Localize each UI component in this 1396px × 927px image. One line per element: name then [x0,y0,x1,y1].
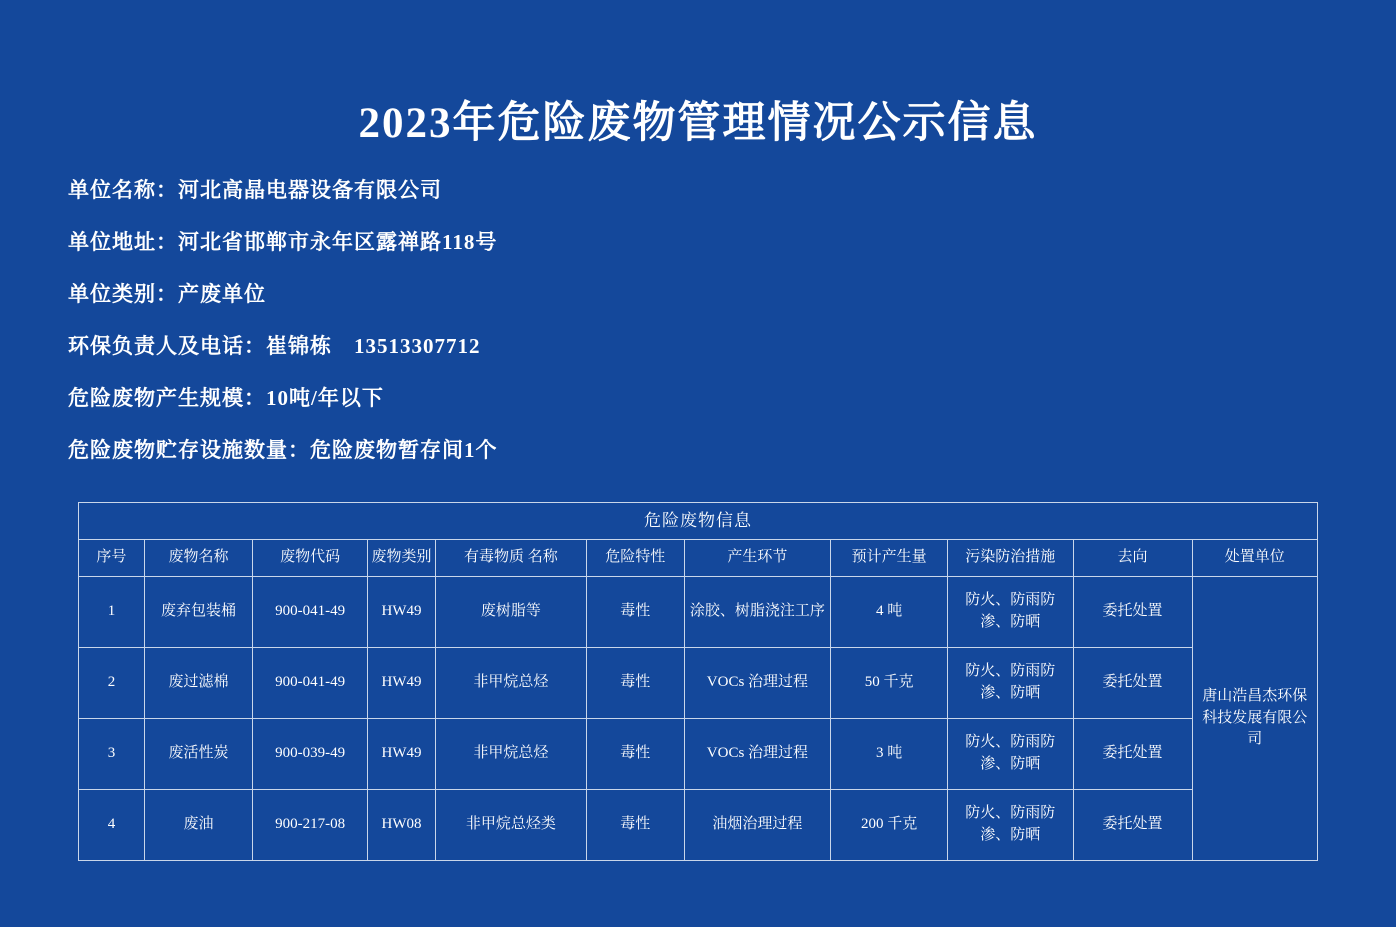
cell-waste-category: HW49 [368,576,436,647]
cell-waste-category: HW49 [368,718,436,789]
column-header-generation-stage: 产生环节 [684,540,831,577]
column-header-no: 序号 [79,540,145,577]
column-header-estimated-amount: 预计产生量 [831,540,948,577]
cell-waste-name: 废活性炭 [144,718,252,789]
info-line-storage-facilities: 危险废物贮存设施数量：危险废物暂存间1个 [68,437,498,462]
info-line-generation-scale: 危险废物产生规模：10吨/年以下 [68,385,384,410]
column-header-destination: 去向 [1073,540,1192,577]
table-row [79,647,1318,718]
column-header-hazard-property: 危险特性 [586,540,684,577]
cell-pollution-measures: 防火、防雨防渗、防晒 [948,789,1073,860]
cell-waste-code: 900-039-49 [253,718,368,789]
cell-destination: 委托处置 [1073,718,1192,789]
cell-waste-code: 900-041-49 [253,576,368,647]
cell-waste-code: 900-041-49 [253,647,368,718]
cell-waste-code: 900-217-08 [253,789,368,860]
cell-toxic-substance: 非甲烷总烃 [436,647,587,718]
hazardous-waste-table-wrapper [0,492,1396,861]
column-header-toxic-substance: 有毒物质 名称 [436,540,587,577]
cell-hazard-property: 毒性 [586,576,684,647]
column-header-waste-category: 废物类别 [368,540,436,577]
cell-estimated-amount: 200 千克 [831,789,948,860]
cell-waste-name: 废弃包装桶 [144,576,252,647]
info-line-company-category: 单位类别：产废单位 [68,281,266,306]
company-info-block [0,150,1396,461]
info-line-company-address: 单位地址：河北省邯郸市永年区露禅路118号 [68,229,498,254]
cell-waste-name: 废油 [144,789,252,860]
cell-pollution-measures: 防火、防雨防渗、防晒 [948,718,1073,789]
cell-toxic-substance: 非甲烷总烃 [436,718,587,789]
cell-waste-name: 废过滤棉 [144,647,252,718]
cell-estimated-amount: 4 吨 [831,576,948,647]
cell-estimated-amount: 50 千克 [831,647,948,718]
page-title: 2023年危险废物管理情况公示信息 [358,100,1038,147]
cell-destination: 委托处置 [1073,576,1192,647]
info-line-contact-person: 环保负责人及电话：崔锦栋 13513307712 [68,333,481,358]
cell-generation-stage: 油烟治理过程 [684,789,831,860]
cell-no: 2 [79,647,145,718]
column-header-waste-name: 废物名称 [144,540,252,577]
table-row [79,789,1318,860]
cell-disposal-unit: 唐山浩昌杰环保科技发展有限公司 [1192,576,1318,860]
column-header-waste-code: 废物代码 [253,540,368,577]
cell-hazard-property: 毒性 [586,647,684,718]
table-row [79,718,1318,789]
cell-waste-category: HW08 [368,789,436,860]
cell-hazard-property: 毒性 [586,718,684,789]
cell-no: 1 [79,576,145,647]
cell-pollution-measures: 防火、防雨防渗、防晒 [948,647,1073,718]
cell-generation-stage: VOCs 治理过程 [684,647,831,718]
cell-destination: 委托处置 [1073,789,1192,860]
cell-no: 3 [79,718,145,789]
cell-estimated-amount: 3 吨 [831,718,948,789]
cell-generation-stage: VOCs 治理过程 [684,718,831,789]
column-header-disposal-unit: 处置单位 [1192,540,1318,577]
cell-waste-category: HW49 [368,647,436,718]
cell-no: 4 [79,789,145,860]
cell-destination: 委托处置 [1073,647,1192,718]
cell-generation-stage: 涂胶、树脂浇注工序 [684,576,831,647]
table-caption: 危险废物信息 [79,502,1318,540]
info-line-company-name: 单位名称：河北高晶电器设备有限公司 [68,177,442,202]
cell-pollution-measures: 防火、防雨防渗、防晒 [948,576,1073,647]
cell-toxic-substance: 废树脂等 [436,576,587,647]
cell-toxic-substance: 非甲烷总烃类 [436,789,587,860]
cell-hazard-property: 毒性 [586,789,684,860]
hazardous-waste-table [78,502,1318,861]
column-header-pollution-measures: 污染防治措施 [948,540,1073,577]
table-row [79,576,1318,647]
